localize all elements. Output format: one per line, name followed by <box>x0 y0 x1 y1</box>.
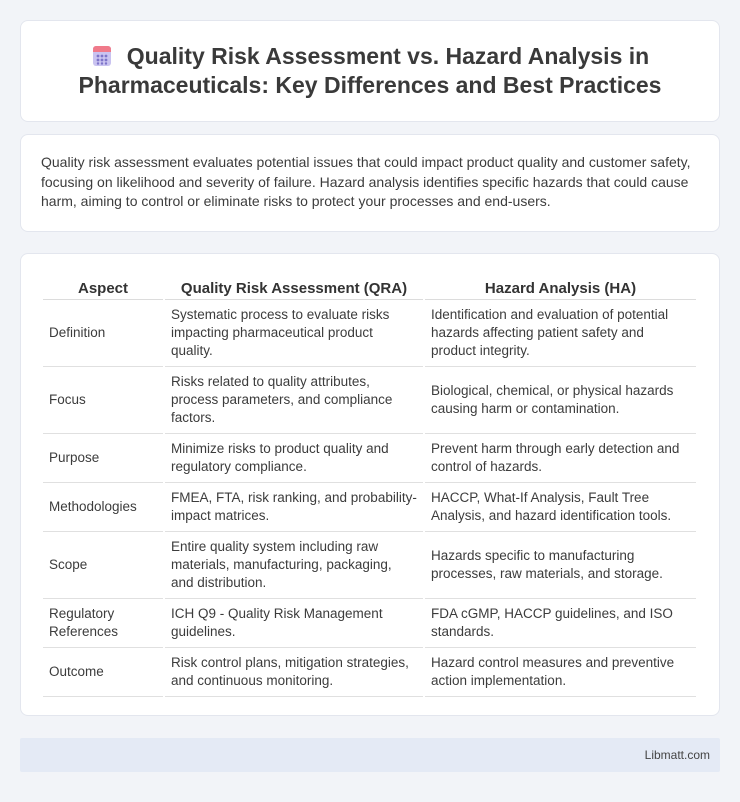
table-row <box>43 532 696 599</box>
table-row <box>43 367 696 434</box>
cell-ha: HACCP, What-If Analysis, Fault Tree Analysis, and hazard identification tools. <box>425 483 696 532</box>
comparison-table-card <box>20 253 720 716</box>
title-card <box>20 20 720 122</box>
cell-ha: Identification and evaluation of potential hazards affecting patient safety and product integrity. <box>425 300 696 367</box>
cell-aspect: Methodologies <box>43 483 163 532</box>
cell-aspect: Purpose <box>43 434 163 483</box>
cell-qra: Systematic process to evaluate risks impacting pharmaceutical product quality. <box>165 300 423 367</box>
cell-ha: FDA cGMP, HACCP guidelines, and ISO standards. <box>425 599 696 648</box>
cell-aspect: Definition <box>43 300 163 367</box>
comparison-table <box>41 274 698 697</box>
table-header-row <box>43 274 696 300</box>
cell-aspect: Focus <box>43 367 163 434</box>
cell-qra: Risk control plans, mitigation strategies, and continuous monitoring. <box>165 648 423 697</box>
header-ha: Hazard Analysis (HA) <box>425 274 696 300</box>
cell-qra: Minimize risks to product quality and regulatory compliance. <box>165 434 423 483</box>
summary-text: Quality risk assessment evaluates potential issues that could impact product quality and customer safety, focusing on likelihood and severity of failure. Hazard analysis identifies specific hazards that could cause harm, aiming to control or eliminate risks to protect your processes and end-users. <box>41 154 691 209</box>
cell-qra: Risks related to quality attributes, process parameters, and compliance factors. <box>165 367 423 434</box>
table-row <box>43 648 696 697</box>
page-title-text: Quality Risk Assessment vs. Hazard Analysis in Pharmaceuticals: Key Differences and Best Practices <box>78 43 662 98</box>
page-title <box>60 42 680 100</box>
table-row <box>43 434 696 483</box>
cell-ha: Prevent harm through early detection and control of hazards. <box>425 434 696 483</box>
cell-qra: FMEA, FTA, risk ranking, and probability-impact matrices. <box>165 483 423 532</box>
footer <box>20 738 720 772</box>
cell-ha: Hazard control measures and preventive action implementation. <box>425 648 696 697</box>
cell-ha: Hazards specific to manufacturing processes, raw materials, and storage. <box>425 532 696 599</box>
cell-ha: Biological, chemical, or physical hazards causing harm or contamination. <box>425 367 696 434</box>
cell-aspect: Outcome <box>43 648 163 697</box>
summary-card <box>20 134 720 232</box>
cell-qra: ICH Q9 - Quality Risk Management guidelines. <box>165 599 423 648</box>
header-aspect: Aspect <box>43 274 163 300</box>
table-row <box>43 300 696 367</box>
cell-aspect: Regulatory References <box>43 599 163 648</box>
cell-qra: Entire quality system including raw materials, manufacturing, packaging, and distribution. <box>165 532 423 599</box>
table-row <box>43 599 696 648</box>
cell-aspect: Scope <box>43 532 163 599</box>
table-row <box>43 483 696 532</box>
header-qra: Quality Risk Assessment (QRA) <box>165 274 423 300</box>
footer-brand[interactable]: Libmatt.com <box>644 748 710 762</box>
calculator-icon <box>91 45 113 67</box>
